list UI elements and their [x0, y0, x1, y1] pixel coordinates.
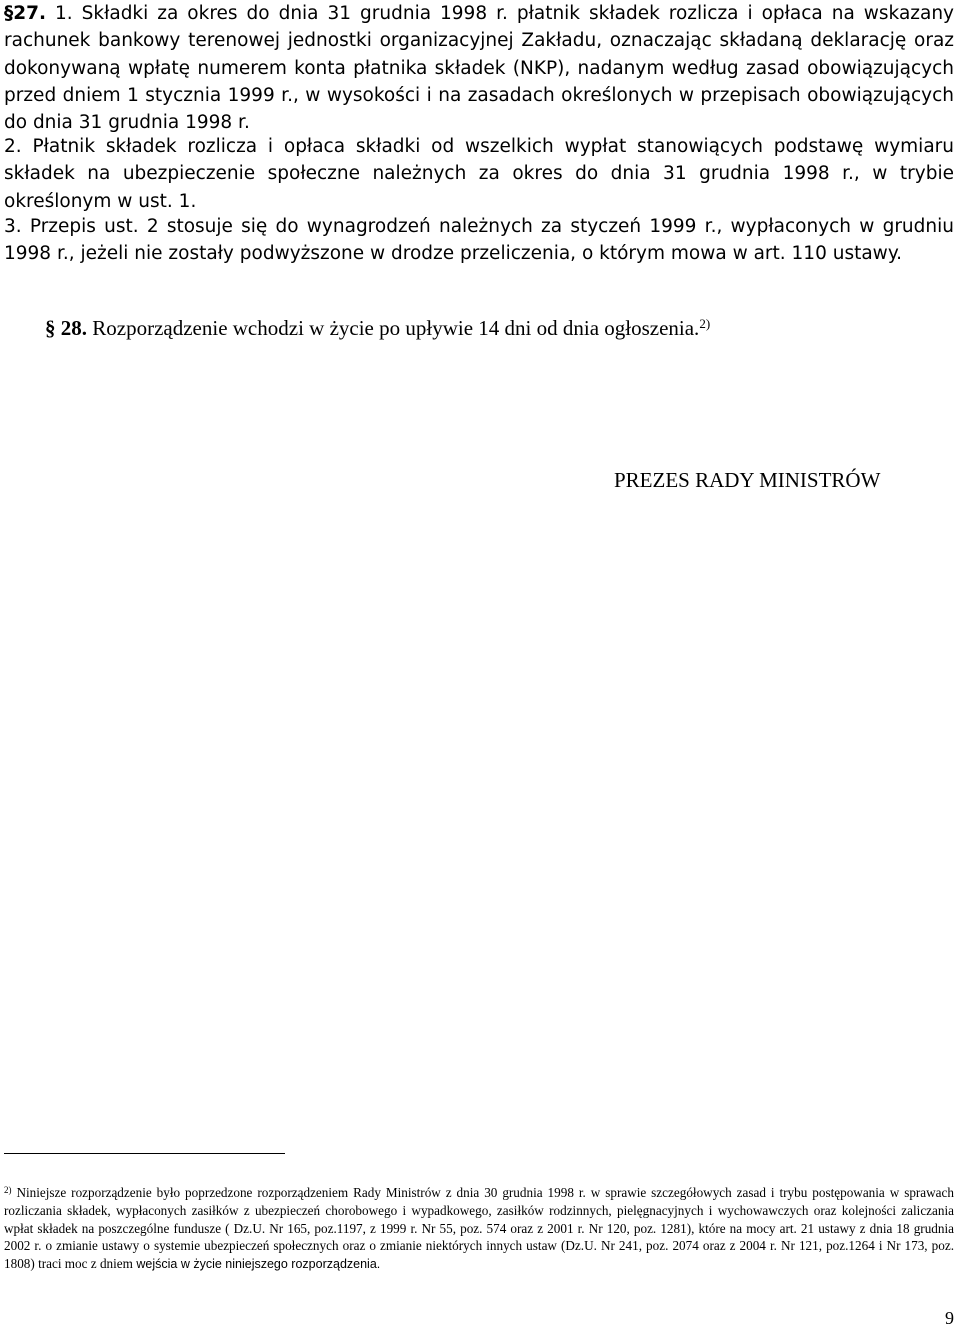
section-28-text: Rozporządzenie wchodzi w życie po upływie 14 dni od dnia ogłoszenia. [87, 316, 700, 340]
section-number: 28. [60, 316, 87, 340]
section-27-marker [4, 3, 46, 24]
section-sign: § [4, 3, 14, 24]
section-27-p1-lead: 1. Składki za okres do dnia 31 grudnia 1998 r. płatnik składek rozlicza i opłaca na wskazany rachunek bankowy terenowej jednostki organizacyjnej Zakładu, oznaczając składaną deklarację oraz dokonywaną wpłatę numerem konta płatnika składek (NKP), nadanym według zasad obowiązujących przed dniem 1 stycznia 1999 r. [4, 3, 954, 106]
footnote [4, 1184, 954, 1274]
footnote-separator [4, 1153, 285, 1154]
footnote-marker: 2) [4, 1185, 12, 1195]
section-28-paragraph [45, 313, 710, 343]
section-27-p1-tail: , w wysokości i na zasadach określonych w przepisach obowiązujących do dnia 31 grudnia 1998 r. [4, 84, 954, 134]
footnote-reference: 2) [699, 316, 711, 331]
section-sign: § [45, 316, 56, 340]
footnote-tail: wejścia w życie niniejszego rozporządzenia. [132, 1257, 381, 1272]
section-28-marker [45, 316, 87, 340]
section-27-paragraph-3: 3. Przepis ust. 2 stosuje się do wynagrodzeń należnych za styczeń 1999 r., wypłaconych w grudniu 1998 r., jeżeli nie zostały podwyższone w drodze przeliczenia, o którym mowa w art. 110 ustawy. [4, 216, 954, 265]
section-27-paragraph-2: 2. Płatnik składek rozlicza i opłaca składki od wszelkich wypłat stanowiących podstawę wymiaru składek na ubezpieczenie społeczne należnych za okres do dnia 31 grudnia 1998 r., w trybie określonym w ust. 1. [4, 136, 954, 212]
page-number: 9 [945, 1308, 954, 1328]
section-number: 27. [13, 3, 47, 24]
section-27-paragraph-1 [4, 0, 954, 136]
signature-prime-minister: PREZES RADY MINISTRÓW [614, 468, 881, 492]
footnote-text: Niniejsze rozporządzenie było poprzedzone rozporządzeniem Rady Ministrów z dnia 30 grudnia 1998 r. w sprawie szczegółowych zasad i trybu postępowania w sprawach rozliczania składek, wypłaconych zasiłków z ubezpieczeń chorobowego i wypadkowego, zasiłków rodzinnych, pielęgnacyjnych i wychowawczych oraz kolejności zaliczania wpłat składek na poszczególne fundusze ( Dz.U. Nr 165, poz.1197, z 1999 r. Nr 55, poz. 574 oraz z 2001 r. Nr 120, poz. 1281), które na mocy art. 21 ustawy z dnia 18 grudnia 2002 r. o zmianie ustawy o systemie ubezpieczeń społecznych oraz o zmianie niektórych innych ustaw (Dz.U. Nr 241, poz. 2074 oraz z 2004 r. Nr 121, poz.1264 i Nr 173, poz. 1808) traci moc z dniem [4, 1185, 954, 1272]
